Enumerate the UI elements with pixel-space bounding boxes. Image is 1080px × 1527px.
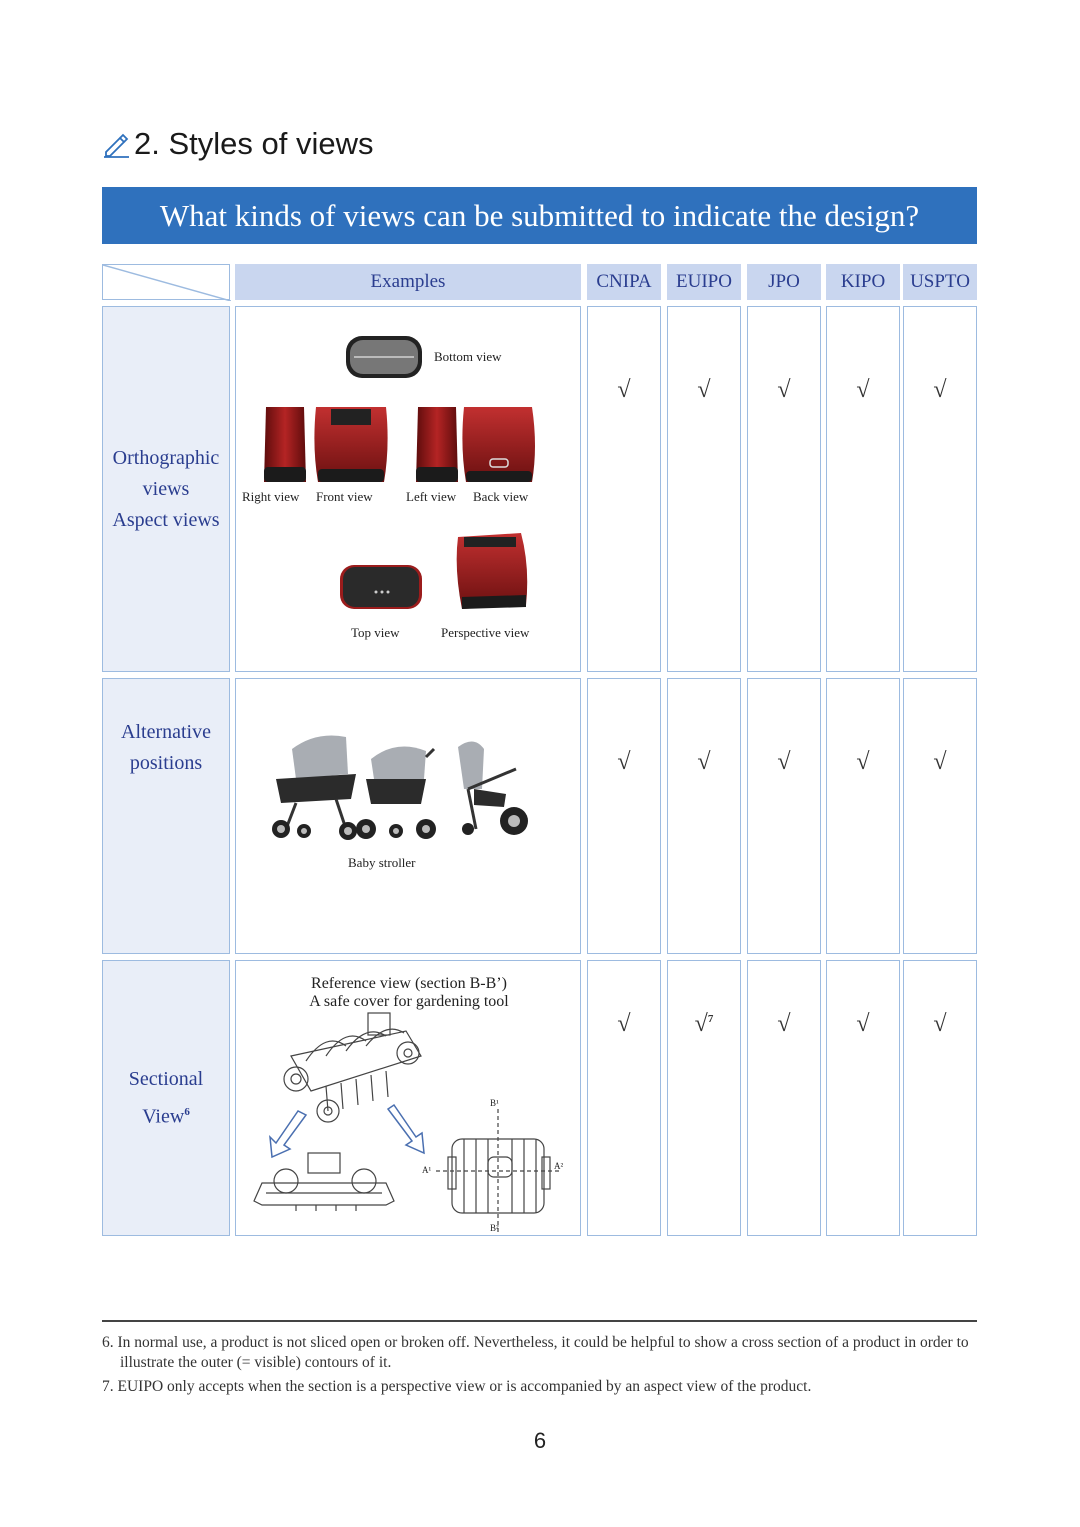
header-cnipa: CNIPA xyxy=(587,264,661,300)
row-label-line: views xyxy=(142,477,190,500)
diagonal-line xyxy=(103,265,231,301)
label-a2: A² xyxy=(554,1161,564,1171)
checkmark: √ xyxy=(856,377,870,403)
section-title-text: 2. Styles of views xyxy=(134,126,374,161)
checkmark: √ xyxy=(697,377,711,403)
row-label-line: Aspect views xyxy=(112,508,220,531)
row-label-line: Sectional xyxy=(128,1067,204,1090)
check-cell-kipo xyxy=(826,306,900,672)
checkmark: √ xyxy=(777,1011,791,1037)
header-jpo: JPO xyxy=(747,264,821,300)
header-corner-cell xyxy=(102,264,230,300)
reference-caption-line: Reference view (section B-B’) xyxy=(311,975,507,992)
footnote-6: 6. In normal use, a product is not sliced open or broken off. Nevertheless, it could be helpful to show a cross section of a product in order to illustrate the outer (= visible) contours of it. xyxy=(102,1334,969,1371)
checkmark-with-note xyxy=(668,1011,740,1038)
footnote-divider xyxy=(102,1320,977,1322)
row-label-line: positions xyxy=(129,752,203,774)
caption-top-view: Top view xyxy=(351,625,400,640)
check-cell-kipo xyxy=(826,678,900,954)
reference-caption-line: A safe cover for gardening tool xyxy=(309,993,509,1010)
check-cell-jpo xyxy=(747,960,821,1236)
row-label-orthographic xyxy=(102,306,230,672)
checkmark: √ xyxy=(617,377,631,403)
check-cell-cnipa xyxy=(587,960,661,1236)
examples-cell-sectional xyxy=(235,960,581,1236)
checkmark: √ xyxy=(777,749,791,775)
check-cell-jpo xyxy=(747,678,821,954)
stroller-images xyxy=(236,679,582,955)
check-cell-euipo xyxy=(667,306,741,672)
check-cell-uspto xyxy=(903,678,977,954)
checkmark: √ xyxy=(617,749,631,775)
header-euipo: EUIPO xyxy=(667,264,741,300)
footnote-7: 7. EUIPO only accepts when the section is a perspective view or is accompanied by an aspect view of the product. xyxy=(102,1378,812,1395)
row-label-line-with-note xyxy=(142,1096,190,1134)
caption-left-view: Left view xyxy=(406,489,457,504)
row-label-alternative xyxy=(102,678,230,954)
caption-baby-stroller: Baby stroller xyxy=(348,855,416,870)
checkmark: √ xyxy=(856,1011,870,1037)
label-b2: B² xyxy=(490,1223,499,1233)
check-cell-uspto xyxy=(903,306,977,672)
section-title xyxy=(102,126,373,162)
header-uspto: USPTO xyxy=(903,264,977,300)
caption-right-view: Right view xyxy=(242,489,300,504)
checkmark: √ xyxy=(933,1011,947,1037)
question-banner: What kinds of views can be submitted to indicate the design? xyxy=(102,187,977,244)
check-cell-kipo xyxy=(826,960,900,1236)
check-cell-euipo xyxy=(667,960,741,1236)
caption-front-view: Front view xyxy=(316,489,373,504)
footnote-ref: 7 xyxy=(707,1013,714,1025)
row-label-line: Alternative xyxy=(121,721,211,743)
label-a1: A¹ xyxy=(422,1165,432,1175)
check-cell-jpo xyxy=(747,306,821,672)
check-cell-euipo xyxy=(667,678,741,954)
header-kipo: KIPO xyxy=(826,264,900,300)
pencil-icon xyxy=(102,130,130,158)
row-label-line: View xyxy=(142,1105,185,1128)
section-drawing xyxy=(236,961,582,1237)
page-number: 6 xyxy=(533,1428,547,1453)
label-b1: B¹ xyxy=(490,1098,499,1108)
check-cell-uspto xyxy=(903,960,977,1236)
check-cell-cnipa xyxy=(587,306,661,672)
check-cell-cnipa xyxy=(587,678,661,954)
checkmark: √ xyxy=(617,1011,631,1037)
checkmark: √ xyxy=(697,749,711,775)
examples-cell-alternative xyxy=(235,678,581,954)
row-label-sectional xyxy=(102,960,230,1236)
caption-bottom-view: Bottom view xyxy=(434,349,502,364)
checkmark: √ xyxy=(856,749,870,775)
examples-cell-orthographic xyxy=(235,306,581,672)
checkmark: √ xyxy=(777,377,791,403)
checkmark: √ xyxy=(933,377,947,403)
footnote-ref: 6 xyxy=(184,1105,190,1118)
caption-back-view: Back view xyxy=(473,489,529,504)
checkmark: √ xyxy=(694,1011,708,1037)
header-examples: Examples xyxy=(235,264,581,300)
checkmark: √ xyxy=(933,749,947,775)
row-label-line: Orthographic xyxy=(112,446,220,469)
caption-perspective-view: Perspective view xyxy=(441,625,530,640)
